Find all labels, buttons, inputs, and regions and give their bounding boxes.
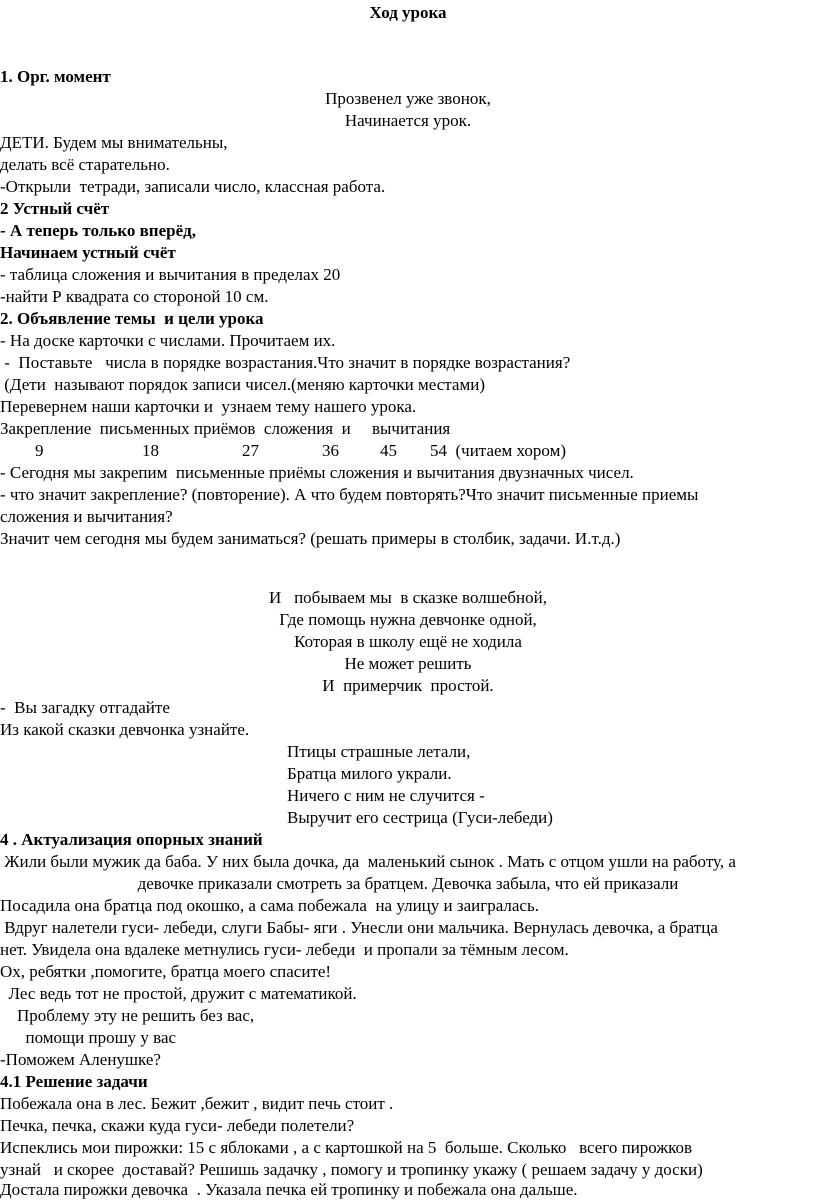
text-line: ДЕТИ. Будем мы внимательны, <box>0 133 228 152</box>
riddle-line: Ничего с ним не случится - <box>287 786 485 805</box>
text-line: Лес ведь тот не простой, дружит с математикой. <box>0 984 357 1003</box>
text-line: Достала пирожки девочка . Указала печка ей тропинку и побежала она дальше. <box>0 1180 578 1199</box>
number-card: 36 <box>322 441 339 460</box>
text-line: Побежала она в лес. Бежит ,бежит , видит печь стоит . <box>0 1094 394 1113</box>
text-line: - что значит закрепление? (повторение). А что будем повторять?Что значит письменные приемы <box>0 485 699 504</box>
text-line: девочке приказали смотреть за братцем. Девочка забыла, что ей приказали <box>137 874 679 893</box>
text-line: помощи прошу у вас <box>0 1028 177 1047</box>
text-line: Посадила она братца под окошко, а сама побежала на улицу и заигралась. <box>0 896 539 915</box>
bold-line: Начинаем устный счёт <box>0 243 176 262</box>
number-card: 27 <box>242 441 259 460</box>
text-line: Жили были мужик да баба. У них была дочка, да маленький сынок . Мать с отцом ушли на работу, а <box>0 852 736 871</box>
text-line: - Сегодня мы закрепим письменные приёмы сложения и вычитания двузначных чисел. <box>0 463 634 482</box>
text-line: Перевернем наши карточки и узнаем тему нашего урока. <box>0 397 417 416</box>
poem-line: И примерчик простой. <box>322 676 494 695</box>
number-card: 9 <box>35 441 44 460</box>
poem-line: Начинается урок. <box>344 111 472 130</box>
text-line: Из какой сказки девчонка узнайте. <box>0 720 250 739</box>
text-line: нет. Увидела она вдалеке метнулись гуси- лебеди и пропали за тёмным лесом. <box>0 940 569 959</box>
text-line: делать всё старательно. <box>0 155 170 174</box>
poem-line: Где помощь нужна девчонке одной, <box>279 610 537 629</box>
number-card: 18 <box>142 441 159 460</box>
text-line: Ох, ребятки ,помогите, братца моего спасите! <box>0 962 332 981</box>
riddle-line: Птицы страшные летали, <box>287 742 471 761</box>
number-card: 54 (читаем хором) <box>430 441 566 460</box>
bold-line: - А теперь только вперёд, <box>0 221 196 240</box>
text-line: Проблему эту не решить без вас, <box>0 1006 255 1025</box>
text-line: Значит чем сегодня мы будем заниматься? (решать примеры в столбик, задачи. И.т.д.) <box>0 529 621 548</box>
poem-line: Не может решить <box>344 654 472 673</box>
text-line: узнай и скорее доставай? Решишь задачку , помогу и тропинку укажу ( решаем задачу у доски) <box>0 1160 703 1179</box>
text-line: (Дети называют порядок записи чисел.(меняю карточки местами) <box>0 375 485 394</box>
poem-line: Прозвенел уже звонок, <box>325 89 491 108</box>
text-line: - Поставьте числа в порядке возрастания.Что значит в порядке возрастания? <box>0 353 571 372</box>
document-title: Ход урока <box>369 3 447 22</box>
poem-line: И побываем мы в сказке волшебной, <box>269 588 547 607</box>
text-line: сложения и вычитания? <box>0 507 173 526</box>
section-heading: 2. Объявление темы и цели урока <box>0 309 264 328</box>
poem-line: Которая в школу ещё не ходила <box>294 632 522 651</box>
text-line: - таблица сложения и вычитания в пределах 20 <box>0 265 341 284</box>
text-line: -найти Р квадрата со стороной 10 см. <box>0 287 269 306</box>
text-line: Закрепление письменных приёмов сложения и вычитания <box>0 419 451 438</box>
text-line: -Открыли тетради, записали число, классная работа. <box>0 177 386 196</box>
text-line: Печка, печка, скажи куда гуси- лебеди полетели? <box>0 1116 355 1135</box>
number-card: 45 <box>380 441 397 460</box>
section-heading: 4.1 Решение задачи <box>0 1072 148 1091</box>
section-heading: 1. Орг. момент <box>0 67 111 86</box>
riddle-line: Братца милого украли. <box>287 764 452 783</box>
text-line: -Поможем Аленушке? <box>0 1050 161 1069</box>
section-heading: 4 . Актуализация опорных знаний <box>0 830 263 849</box>
riddle-line: Выручит его сестрица (Гуси-лебеди) <box>287 808 553 827</box>
text-line: Испеклись мои пирожки: 15 с яблоками , а с картошкой на 5 больше. Сколько всего пирожков <box>0 1138 693 1157</box>
text-line: - Вы загадку отгадайте <box>0 698 170 717</box>
section-heading: 2 Устный счёт <box>0 199 110 218</box>
text-line: Вдруг налетели гуси- лебеди, слуги Бабы- яги . Унесли они мальчика. Вернулась девочка, а братца <box>0 918 718 937</box>
text-line: - На доске карточки с числами. Прочитаем их. <box>0 331 336 350</box>
